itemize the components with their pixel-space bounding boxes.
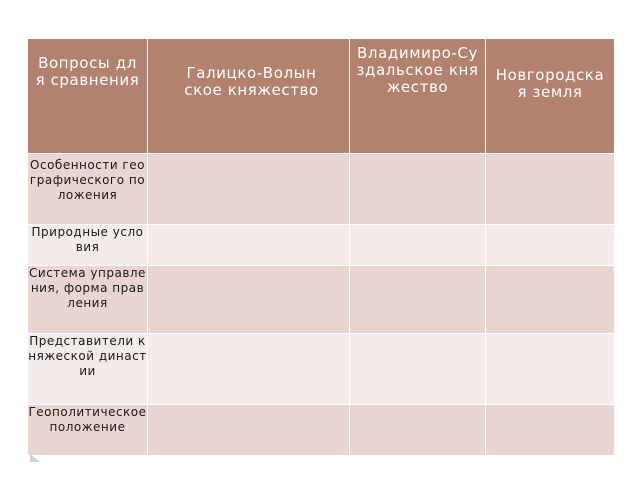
corner-triangle-icon bbox=[30, 454, 40, 462]
row-label: Геополитическое положение bbox=[28, 405, 148, 456]
table-row bbox=[28, 334, 615, 405]
table-cell[interactable] bbox=[486, 405, 615, 456]
header-label: Новгородская земля bbox=[495, 66, 605, 101]
table-cell[interactable] bbox=[148, 225, 350, 266]
row-label: Природные условия bbox=[28, 225, 148, 266]
row-label: Представители княжеской династии bbox=[28, 334, 148, 405]
header-cell-vladimir-suzdal bbox=[350, 39, 486, 154]
table-cell[interactable] bbox=[486, 154, 615, 225]
table-cell[interactable] bbox=[350, 405, 486, 456]
table-cell[interactable] bbox=[350, 225, 486, 266]
table-cell[interactable] bbox=[350, 154, 486, 225]
table-cell[interactable] bbox=[486, 334, 615, 405]
header-label: Галицко-Волынское княжество bbox=[184, 64, 319, 99]
table-cell[interactable] bbox=[486, 225, 615, 266]
table-row bbox=[28, 154, 615, 225]
table-cell[interactable] bbox=[148, 266, 350, 334]
header-cell-galicia-volhynia bbox=[148, 39, 350, 154]
table-row bbox=[28, 405, 615, 456]
header-cell-novgorod bbox=[486, 39, 615, 154]
table-row bbox=[28, 225, 615, 266]
table-cell[interactable] bbox=[148, 405, 350, 456]
table-cell[interactable] bbox=[486, 266, 615, 334]
header-label: Вопросы для сравнения bbox=[35, 54, 140, 89]
table-cell[interactable] bbox=[148, 334, 350, 405]
table-cell[interactable] bbox=[350, 334, 486, 405]
table-header-row bbox=[28, 39, 615, 154]
row-label: Особенности географического положения bbox=[28, 154, 148, 225]
table-cell[interactable] bbox=[350, 266, 486, 334]
header-cell-questions bbox=[28, 39, 148, 154]
table-cell[interactable] bbox=[148, 154, 350, 225]
table-row bbox=[28, 266, 615, 334]
comparison-table bbox=[27, 38, 615, 456]
row-label: Система управления, форма правления bbox=[28, 266, 148, 334]
header-label: Владимиро-Суздальское княжество bbox=[356, 44, 479, 96]
